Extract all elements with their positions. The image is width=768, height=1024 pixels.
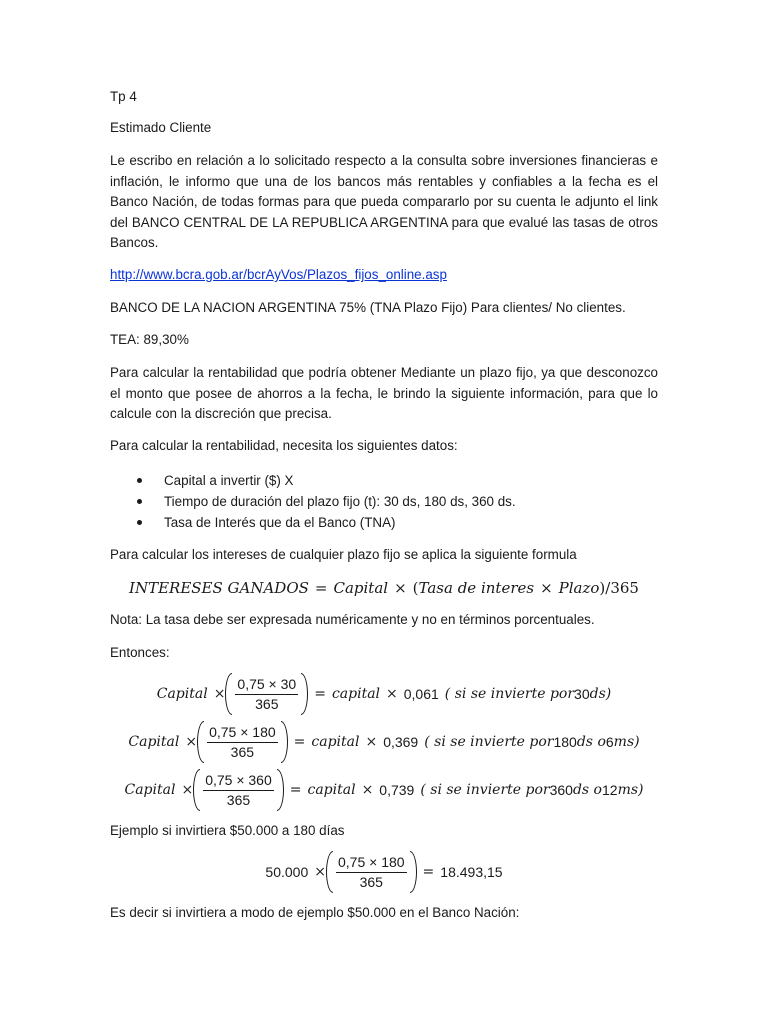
bullet-icon	[137, 499, 142, 504]
equation-360-days: Capital × $\frac{0,75 \times 360}{365}$ = capital × 0,739 ( si se invierte por 360 ds o 12 ms )	[110, 768, 658, 812]
data-needed-line: Para calcular la rentabilidad, necesita los siguientes datos:	[110, 438, 458, 453]
bullet-icon	[137, 520, 142, 525]
bcra-link[interactable]: http://www.bcra.gob.ar/bcrAyVos/Plazos_fijos_online.asp	[110, 267, 447, 282]
bcra-link-line	[110, 265, 658, 286]
equation-180-days: Capital × $\frac{0,75 \times 180}{365}$ = capital × 0,369 ( si se invierte por 180 ds o 6 ms )	[110, 720, 658, 764]
main-formula: INTERESES GANADOS = Capital × ( Tasa de interes × Plazo ) /365	[129, 579, 639, 597]
list-item: Tasa de Interés que da el Banco (TNA)	[110, 512, 658, 533]
requirements-list	[110, 470, 658, 533]
intro-paragraph: Le escribo en relación a lo solicitado respecto a la consulta sobre inversiones financieras e inflación, le informo que una de los bancos más rentables y confiables a la fecha es el Banco Nación, de todas formas para que pueda compararlo por su cuenta le adjunto el link del BANCO CENTRAL DE LA REPUBLICA ARGENTINA para que evalué las tasas de otros Bancos.	[110, 153, 658, 251]
tea-line: TEA: 89,30%	[110, 332, 189, 347]
bank-rate-line: BANCO DE LA NACION ARGENTINA 75% (TNA Plazo Fijo) Para clientes/ No clientes.	[110, 300, 626, 315]
formula-intro-line: Para calcular los intereses de cualquier plazo fijo se aplica la siguiente formula	[110, 547, 577, 562]
calc-intro-paragraph: Para calcular la rentabilidad que podría obtener Mediante un plazo fijo, ya que desconozco el monto que posee de ahorros a la fecha, le brindo la siguiente información, para que lo calcule con la discreción que precisa.	[110, 365, 658, 422]
example-line: Ejemplo si invirtiera $50.000 a 180 días	[110, 823, 345, 838]
list-item: Capital a invertir ($) X	[110, 470, 658, 491]
doc-title: Tp 4	[110, 89, 137, 104]
example-equation: 50.000 × $\frac{0,75 \times 180}{365}$ = 18.493,15	[110, 850, 658, 894]
list-item: Tiempo de duración del plazo fijo (t): 30 ds, 180 ds, 360 ds.	[110, 491, 658, 512]
entonces-line: Entonces:	[110, 645, 170, 660]
note-line: Nota: La tasa debe ser expresada numéricamente y no en términos porcentuales.	[110, 612, 595, 627]
equation-30-days: Capital × $\frac{0,75 \times 30}{365}$ = capital × 0,061 ( si se invierte por 30 ds )	[110, 672, 658, 716]
greeting: Estimado Cliente	[110, 120, 212, 135]
bullet-icon	[137, 478, 142, 483]
closing-line: Es decir si invirtiera a modo de ejemplo $50.000 en el Banco Nación:	[110, 905, 520, 920]
